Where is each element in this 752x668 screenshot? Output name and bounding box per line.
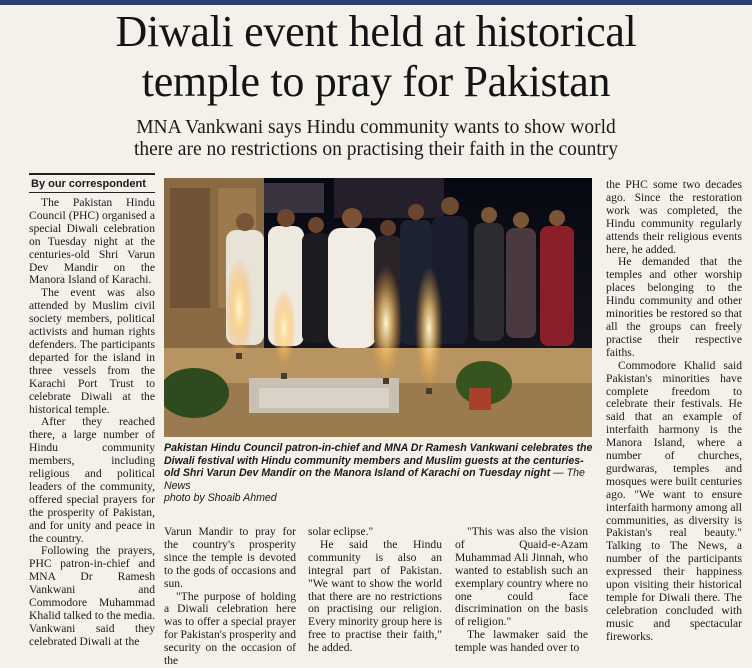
paragraph: The lawmaker said the temple was handed over to xyxy=(455,628,588,655)
subheadline-line-1: MNA Vankwani says Hindu community wants to show world xyxy=(136,117,616,138)
article-column-5 xyxy=(606,179,742,644)
paragraph: After they reached there, a large number of Hindu community members, including religious and political leaders of the community, offered special prayers for the prosperity of Pakistan, and for unity and peace in the country. xyxy=(29,415,155,545)
photo-credit: photo by Shoaib Ahmed xyxy=(164,492,277,505)
photo-caption xyxy=(164,442,594,505)
paragraph: Following the prayers, PHC patron-in-chief and MNA Dr Ramesh Vankwani and Commodore Muhammad Khalid talked to the media. Vankwani said they celebrated Diwali at the xyxy=(29,544,155,648)
paragraph: He said the Hindu community is also an integral part of Pakistan. "We want to show the world that there are no restrictions on practising our religion. Every minority group here is free to practise their faith," he added. xyxy=(308,537,442,655)
headline xyxy=(0,7,752,107)
paragraph: Varun Mandir to pray for the country's prosperity since the temple is devoted to the gods of occasions and sun. xyxy=(164,525,296,590)
headline-line-2: temple to pray for Pakistan xyxy=(141,57,611,106)
caption-source: — The News xyxy=(164,467,585,492)
article-column-3 xyxy=(308,526,442,655)
subheadline-line-2: there are no restrictions on practising their faith in the country xyxy=(133,139,619,160)
paragraph: He demanded that the temples and other worship places belonging to the Hindu community and other minorities be restored so that all the groups can freely practise their respective faiths. xyxy=(606,255,742,359)
paragraph: the PHC some two decades ago. Since the restoration work was completed, the Hindu community regularly attends their religious events here, he added. xyxy=(606,178,742,256)
paragraph: Commodore Khalid said Pakistan's minorities have complete freedom to celebrate their festivals. He said that an example of interfaith harmony is the Manora Island, where a number of churches, gurdwaras, temples and mosques were built centuries ago. "We want to ensure interfaith harmony among all communities, as diversity is Pakistan's real beauty." Talking to The News, a number of the participants expressed their happiness upon visiting their historical temple for Diwali there. The celebration concluded with music and spectacular fireworks. xyxy=(606,358,742,643)
byline: By our correspondent xyxy=(29,173,155,193)
caption-text: Pakistan Hindu Council patron-in-chief and MNA Dr Ramesh Vankwani celebrates the Diwali festival with Hindu community members and Muslim guests at the centuries-old Shri Varun Dev Mandir on the Manora Island of Karachi on Tuesday night xyxy=(164,442,593,480)
paragraph: "This was also the vision of Quaid-e-Azam Muhammad Ali Jinnah, who wanted to establish such an exemplary country where no one could face discrimination on the basis of religion." xyxy=(455,525,588,629)
headline-line-1: Diwali event held at historical xyxy=(115,7,637,56)
article-column-4 xyxy=(455,526,588,655)
diwali-celebration-photo xyxy=(164,178,592,437)
article-column-1 xyxy=(29,197,155,649)
paragraph: The Pakistan Hindu Council (PHC) organised a special Diwali celebration on Tuesday night at the centuries-old Shri Varun Dev Mandir on the Manora Island of Karachi. xyxy=(29,196,155,287)
news-photo xyxy=(164,178,592,437)
masthead-rule xyxy=(0,0,752,5)
paragraph: solar eclipse." xyxy=(308,525,374,538)
paragraph: "The purpose of holding a Diwali celebration here was to offer a special prayer for Pakistan's prosperity and security on the occasion of the xyxy=(164,589,296,668)
paragraph: The event was also attended by Muslim civil society members, political activists and human rights defenders. The participants departed for the island in three vessels from the Karachi Port Trust to celebrate Diwali at the historical temple. xyxy=(29,286,155,416)
subheadline xyxy=(0,117,752,161)
